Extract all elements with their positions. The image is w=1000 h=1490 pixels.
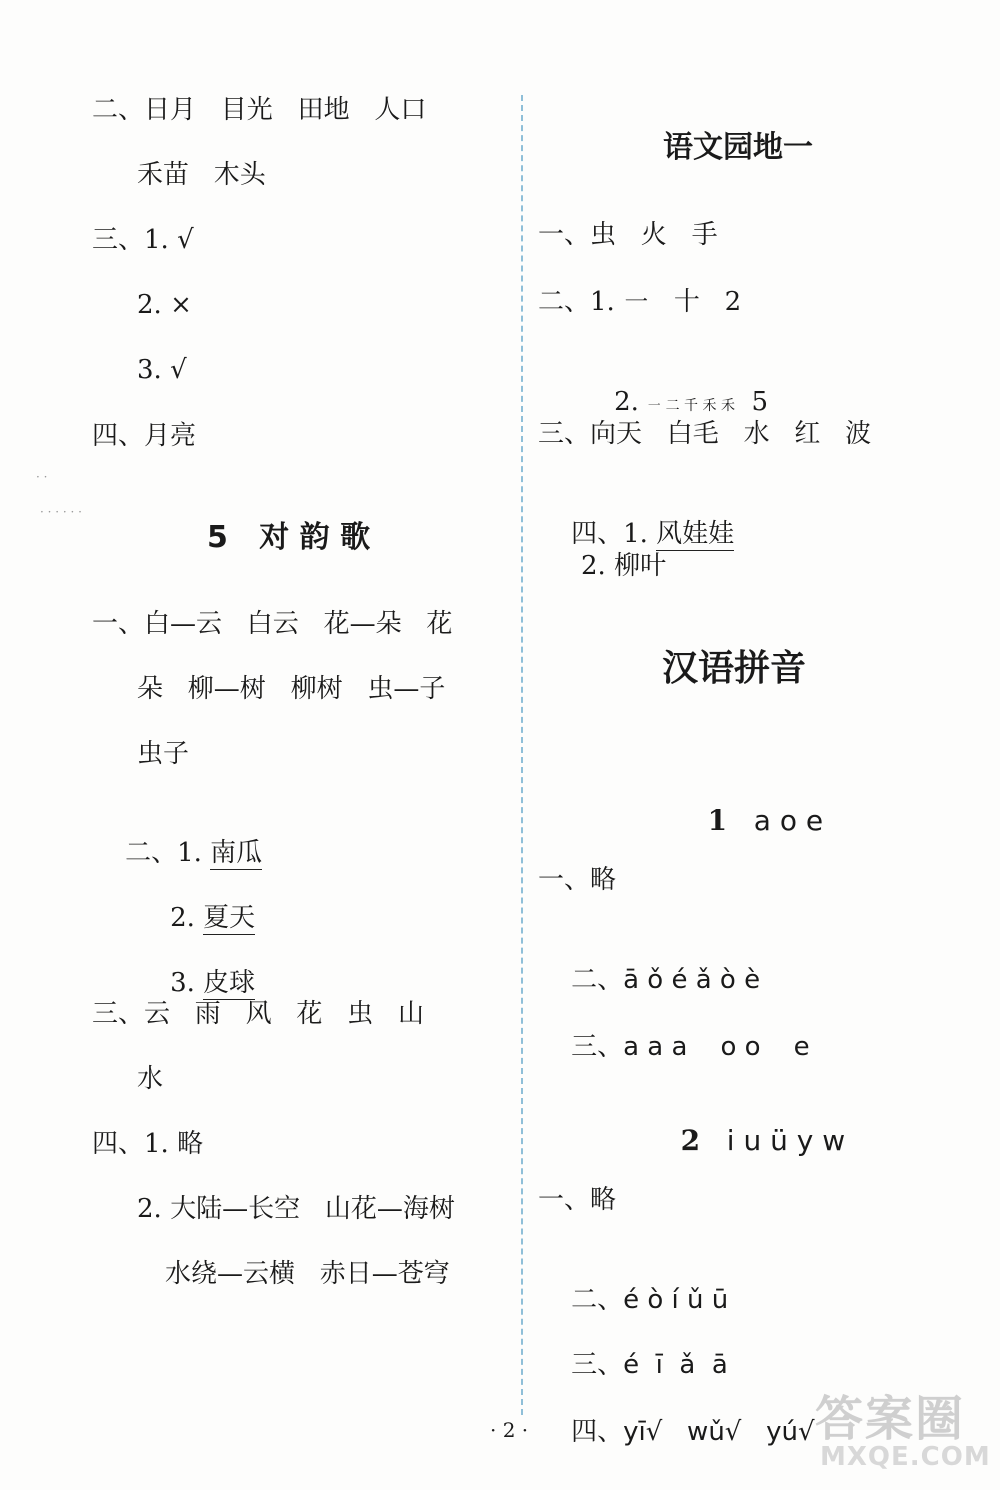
page-number: · 2 · bbox=[490, 1418, 529, 1442]
pinyin-answer: yī√ wǔ√ yú√ bbox=[623, 1417, 815, 1447]
scan-mark: · · · · · · bbox=[40, 505, 82, 519]
lesson-letters: i u ü y w bbox=[726, 1124, 846, 1157]
underlined-answer: 南瓜 bbox=[210, 838, 263, 868]
question-number: 3. bbox=[170, 968, 204, 998]
question-number: 2. bbox=[170, 903, 204, 933]
question-number: 四、1. bbox=[571, 519, 657, 549]
lesson-letters: a o e bbox=[753, 804, 824, 837]
answer-line: 一、虫 火 手 bbox=[538, 220, 718, 250]
underlined-answer: 风娃娃 bbox=[656, 519, 735, 549]
stroke-count: 5 bbox=[734, 387, 769, 417]
answer-line: 2. × bbox=[137, 290, 192, 320]
answer-line bbox=[538, 996, 810, 1098]
column-divider bbox=[521, 95, 523, 1415]
scan-mark: · · bbox=[36, 470, 48, 484]
lesson-number: 1 bbox=[707, 804, 728, 837]
answer-line: 水绕—云横 赤日—苍穹 bbox=[165, 1259, 450, 1289]
answer-line: 2. 柳叶 bbox=[581, 551, 667, 581]
underlined-answer: 夏天 bbox=[203, 903, 256, 933]
lesson-title bbox=[672, 770, 823, 872]
question-number: 三、 bbox=[571, 1350, 624, 1380]
answer-line: 水 bbox=[137, 1064, 164, 1094]
underlined-answer: 皮球 bbox=[203, 968, 256, 998]
stroke-order: ㇐ 二 千 禾 禾 bbox=[647, 398, 735, 414]
question-number: 二、 bbox=[571, 965, 624, 995]
answer-line: 四、1. 略 bbox=[92, 1129, 204, 1159]
watermark-url: MXQE.COM bbox=[820, 1442, 991, 1472]
answer-line bbox=[538, 1381, 815, 1483]
answer-line: 朵 柳—树 柳树 虫—子 bbox=[137, 674, 446, 704]
chapter-title: 汉语拼音 bbox=[662, 648, 807, 689]
answer-line: 一、略 bbox=[538, 1185, 617, 1215]
pinyin-answer: é ī ǎ ā bbox=[623, 1350, 728, 1380]
answer-line: 三、向天 白毛 水 红 波 bbox=[538, 419, 872, 449]
answer-line: 二、1. ㇐ 十 2 bbox=[538, 287, 742, 317]
question-number: 二、1. bbox=[125, 838, 211, 868]
question-number: 2. bbox=[614, 387, 648, 417]
answer-line: 虫子 bbox=[137, 739, 190, 769]
lesson-title bbox=[645, 1090, 845, 1192]
question-number: 三、 bbox=[571, 1032, 624, 1062]
answer-line: 三、云 雨 风 花 虫 山 bbox=[92, 999, 424, 1029]
pinyin-answer: é ò í ǔ ū bbox=[623, 1285, 729, 1315]
answer-line: 一、略 bbox=[538, 865, 617, 895]
answer-line: 2. 大陆—长空 山花—海树 bbox=[137, 1194, 455, 1224]
answer-line: 四、月亮 bbox=[92, 421, 197, 451]
pinyin-answer: a a a o o e bbox=[623, 1032, 810, 1062]
answer-line: 二、日月 目光 田地 人口 bbox=[92, 95, 427, 125]
question-number: 四、 bbox=[571, 1417, 624, 1447]
watermark-logo: 答案圈 bbox=[815, 1391, 966, 1447]
question-number: 二、 bbox=[571, 1285, 624, 1315]
answer-line: 三、1. √ bbox=[92, 225, 194, 255]
answer-line: 禾苗 木头 bbox=[137, 160, 266, 190]
lesson-number: 2 bbox=[680, 1124, 701, 1157]
pinyin-answer: ā ǒ é ǎ ò è bbox=[623, 965, 761, 995]
answer-line: 3. √ bbox=[137, 355, 187, 385]
section-title: 语文园地一 bbox=[663, 130, 813, 165]
section-title: 5 对 韵 歌 bbox=[207, 520, 371, 555]
answer-line: 一、白—云 白云 花—朵 花 bbox=[92, 609, 453, 639]
